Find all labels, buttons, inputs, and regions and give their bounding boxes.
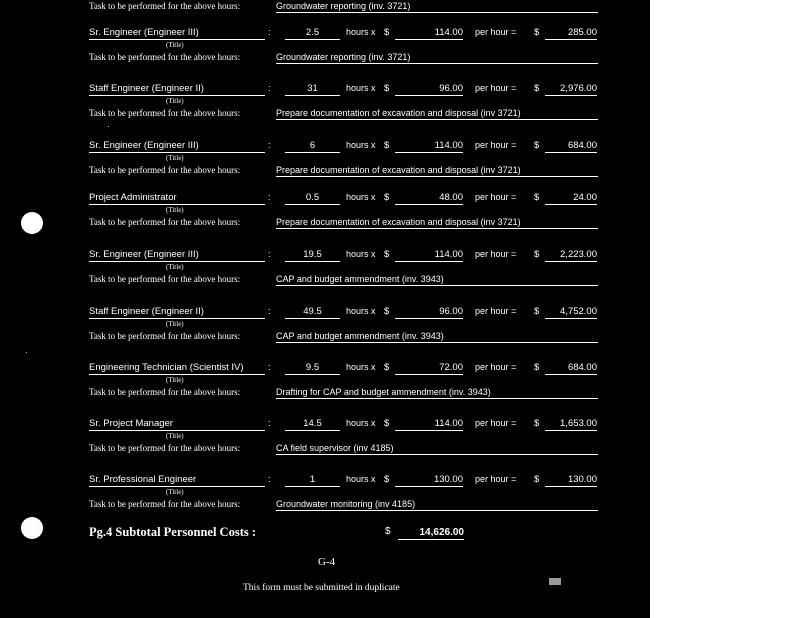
per-hour-label: per hour = <box>475 418 517 428</box>
rate-currency: $ <box>384 362 390 373</box>
task-value: Prepare documentation of excavation and disposal (inv 3721) <box>276 107 598 120</box>
rate-currency: $ <box>384 474 390 485</box>
personnel-row <box>0 306 650 346</box>
hours-value: 31 <box>285 83 340 96</box>
title-caption: (Title) <box>166 154 184 162</box>
per-hour-label: per hour = <box>475 362 517 372</box>
per-hour-label: per hour = <box>475 140 517 150</box>
title-caption: (Title) <box>166 263 184 271</box>
hours-x-label: hours x <box>346 362 376 372</box>
task-label: Task to be performed for the above hours: <box>89 443 241 453</box>
per-hour-label: per hour = <box>475 474 517 484</box>
hours-x-label: hours x <box>346 418 376 428</box>
rate-value: 96.00 <box>395 83 463 96</box>
hours-x-label: hours x <box>346 192 376 202</box>
total-value: 285.00 <box>545 27 597 40</box>
hours-value: 19.5 <box>285 249 340 262</box>
total-value: 4,752.00 <box>545 306 597 319</box>
colon: : <box>268 83 271 93</box>
title-caption: (Title) <box>166 41 184 49</box>
hours-x-label: hours x <box>346 306 376 316</box>
total-currency: $ <box>534 140 540 151</box>
colon: : <box>268 306 271 316</box>
rate-value: 96.00 <box>395 306 463 319</box>
hours-x-label: hours x <box>346 27 376 37</box>
title-caption: (Title) <box>166 320 184 328</box>
position-title: Sr. Professional Engineer <box>89 474 265 487</box>
task-value: Prepare documentation of excavation and disposal (inv 3721) <box>276 164 598 177</box>
task-value: CA field supervisor (inv 4185) <box>276 442 598 455</box>
total-value: 684.00 <box>545 362 597 375</box>
task-label: Task to be performed for the above hours: <box>89 52 241 62</box>
task-label: Task to be performed for the above hours: <box>89 331 241 341</box>
task-value: CAP and budget ammendment (inv. 3943) <box>276 273 598 286</box>
scan-speck <box>108 126 109 127</box>
rate-currency: $ <box>384 27 390 38</box>
per-hour-label: per hour = <box>475 192 517 202</box>
title-caption: (Title) <box>166 97 184 105</box>
hours-value: 1 <box>285 474 340 487</box>
hours-value: 0.5 <box>285 192 340 205</box>
colon: : <box>268 27 271 37</box>
task-value: CAP and budget ammendment (inv. 3943) <box>276 330 598 343</box>
rate-currency: $ <box>384 418 390 429</box>
footer-note: This form must be submitted in duplicate <box>243 583 400 593</box>
personnel-row <box>0 27 650 67</box>
title-caption: (Title) <box>166 206 184 214</box>
total-value: 684.00 <box>545 140 597 153</box>
per-hour-label: per hour = <box>475 306 517 316</box>
hours-x-label: hours x <box>346 249 376 259</box>
personnel-row <box>0 474 650 514</box>
position-title: Staff Engineer (Engineer II) <box>89 306 265 319</box>
colon: : <box>268 474 271 484</box>
hours-value: 49.5 <box>285 306 340 319</box>
hours-value: 6 <box>285 140 340 153</box>
rate-value: 114.00 <box>395 418 463 431</box>
rate-currency: $ <box>384 83 390 94</box>
task-label: Task to be performed for the above hours: <box>89 274 241 284</box>
total-value: 130.00 <box>545 474 597 487</box>
total-currency: $ <box>534 418 540 429</box>
rate-currency: $ <box>384 306 390 317</box>
subtotal-currency: $ <box>385 526 391 537</box>
personnel-row <box>0 192 650 232</box>
colon: : <box>268 249 271 259</box>
task-value: Drafting for CAP and budget ammendment (inv. 3943) <box>276 386 598 399</box>
rate-value: 114.00 <box>395 27 463 40</box>
rate-value: 130.00 <box>395 474 463 487</box>
rate-currency: $ <box>384 192 390 203</box>
title-caption: (Title) <box>166 376 184 384</box>
total-currency: $ <box>534 249 540 260</box>
title-caption: (Title) <box>166 488 184 496</box>
rate-currency: $ <box>384 140 390 151</box>
rate-currency: $ <box>384 249 390 260</box>
total-value: 1,653.00 <box>545 418 597 431</box>
personnel-row <box>0 140 650 180</box>
position-title: Sr. Engineer (Engineer III) <box>89 140 265 153</box>
total-value: 24.00 <box>545 192 597 205</box>
total-currency: $ <box>534 192 540 203</box>
personnel-row <box>0 362 650 402</box>
hours-value: 9.5 <box>285 362 340 375</box>
total-currency: $ <box>534 362 540 373</box>
page-number: G-4 <box>318 556 336 568</box>
total-value: 2,223.00 <box>545 249 597 262</box>
position-title: Staff Engineer (Engineer II) <box>89 83 265 96</box>
total-currency: $ <box>534 306 540 317</box>
rate-value: 72.00 <box>395 362 463 375</box>
task-label: Task to be performed for the above hours: <box>89 1 241 11</box>
subtotal-value: 14,626.00 <box>398 526 464 540</box>
rate-value: 114.00 <box>395 249 463 262</box>
scan-mark <box>549 578 561 585</box>
colon: : <box>268 362 271 372</box>
position-title: Sr. Engineer (Engineer III) <box>89 27 265 40</box>
colon: : <box>268 418 271 428</box>
colon: : <box>268 140 271 150</box>
task-value: Groundwater reporting (inv. 3721) <box>276 0 598 13</box>
position-title: Sr. Engineer (Engineer III) <box>89 249 265 262</box>
personnel-row <box>0 418 650 458</box>
scan-speck <box>26 352 27 353</box>
binder-hole <box>21 517 43 539</box>
total-currency: $ <box>534 27 540 38</box>
task-label: Task to be performed for the above hours: <box>89 165 241 175</box>
per-hour-label: per hour = <box>475 83 517 93</box>
personnel-row <box>0 249 650 289</box>
position-title: Sr. Project Manager <box>89 418 265 431</box>
title-caption: (Title) <box>166 432 184 440</box>
rate-value: 114.00 <box>395 140 463 153</box>
task-label: Task to be performed for the above hours: <box>89 108 241 118</box>
personnel-row <box>0 83 650 123</box>
position-title: Engineering Technician (Scientist IV) <box>89 362 265 375</box>
task-label: Task to be performed for the above hours: <box>89 217 241 227</box>
task-value: Groundwater reporting (inv. 3721) <box>276 51 598 64</box>
colon: : <box>268 192 271 202</box>
task-value: Prepare documentation of excavation and disposal (inv 3721) <box>276 216 598 229</box>
hours-value: 14.5 <box>285 418 340 431</box>
per-hour-label: per hour = <box>475 249 517 259</box>
rate-value: 48.00 <box>395 192 463 205</box>
per-hour-label: per hour = <box>475 27 517 37</box>
hours-x-label: hours x <box>346 474 376 484</box>
position-title: Project Administrator <box>89 192 265 205</box>
hours-value: 2.5 <box>285 27 340 40</box>
task-label: Task to be performed for the above hours: <box>89 387 241 397</box>
personnel-row-partial <box>0 0 650 16</box>
total-value: 2,976.00 <box>545 83 597 96</box>
task-value: Groundwater monitoring (inv 4185) <box>276 498 598 511</box>
task-label: Task to be performed for the above hours: <box>89 499 241 509</box>
hours-x-label: hours x <box>346 83 376 93</box>
subtotal-label: Pg.4 Subtotal Personnel Costs : <box>89 525 257 539</box>
total-currency: $ <box>534 83 540 94</box>
hours-x-label: hours x <box>346 140 376 150</box>
total-currency: $ <box>534 474 540 485</box>
